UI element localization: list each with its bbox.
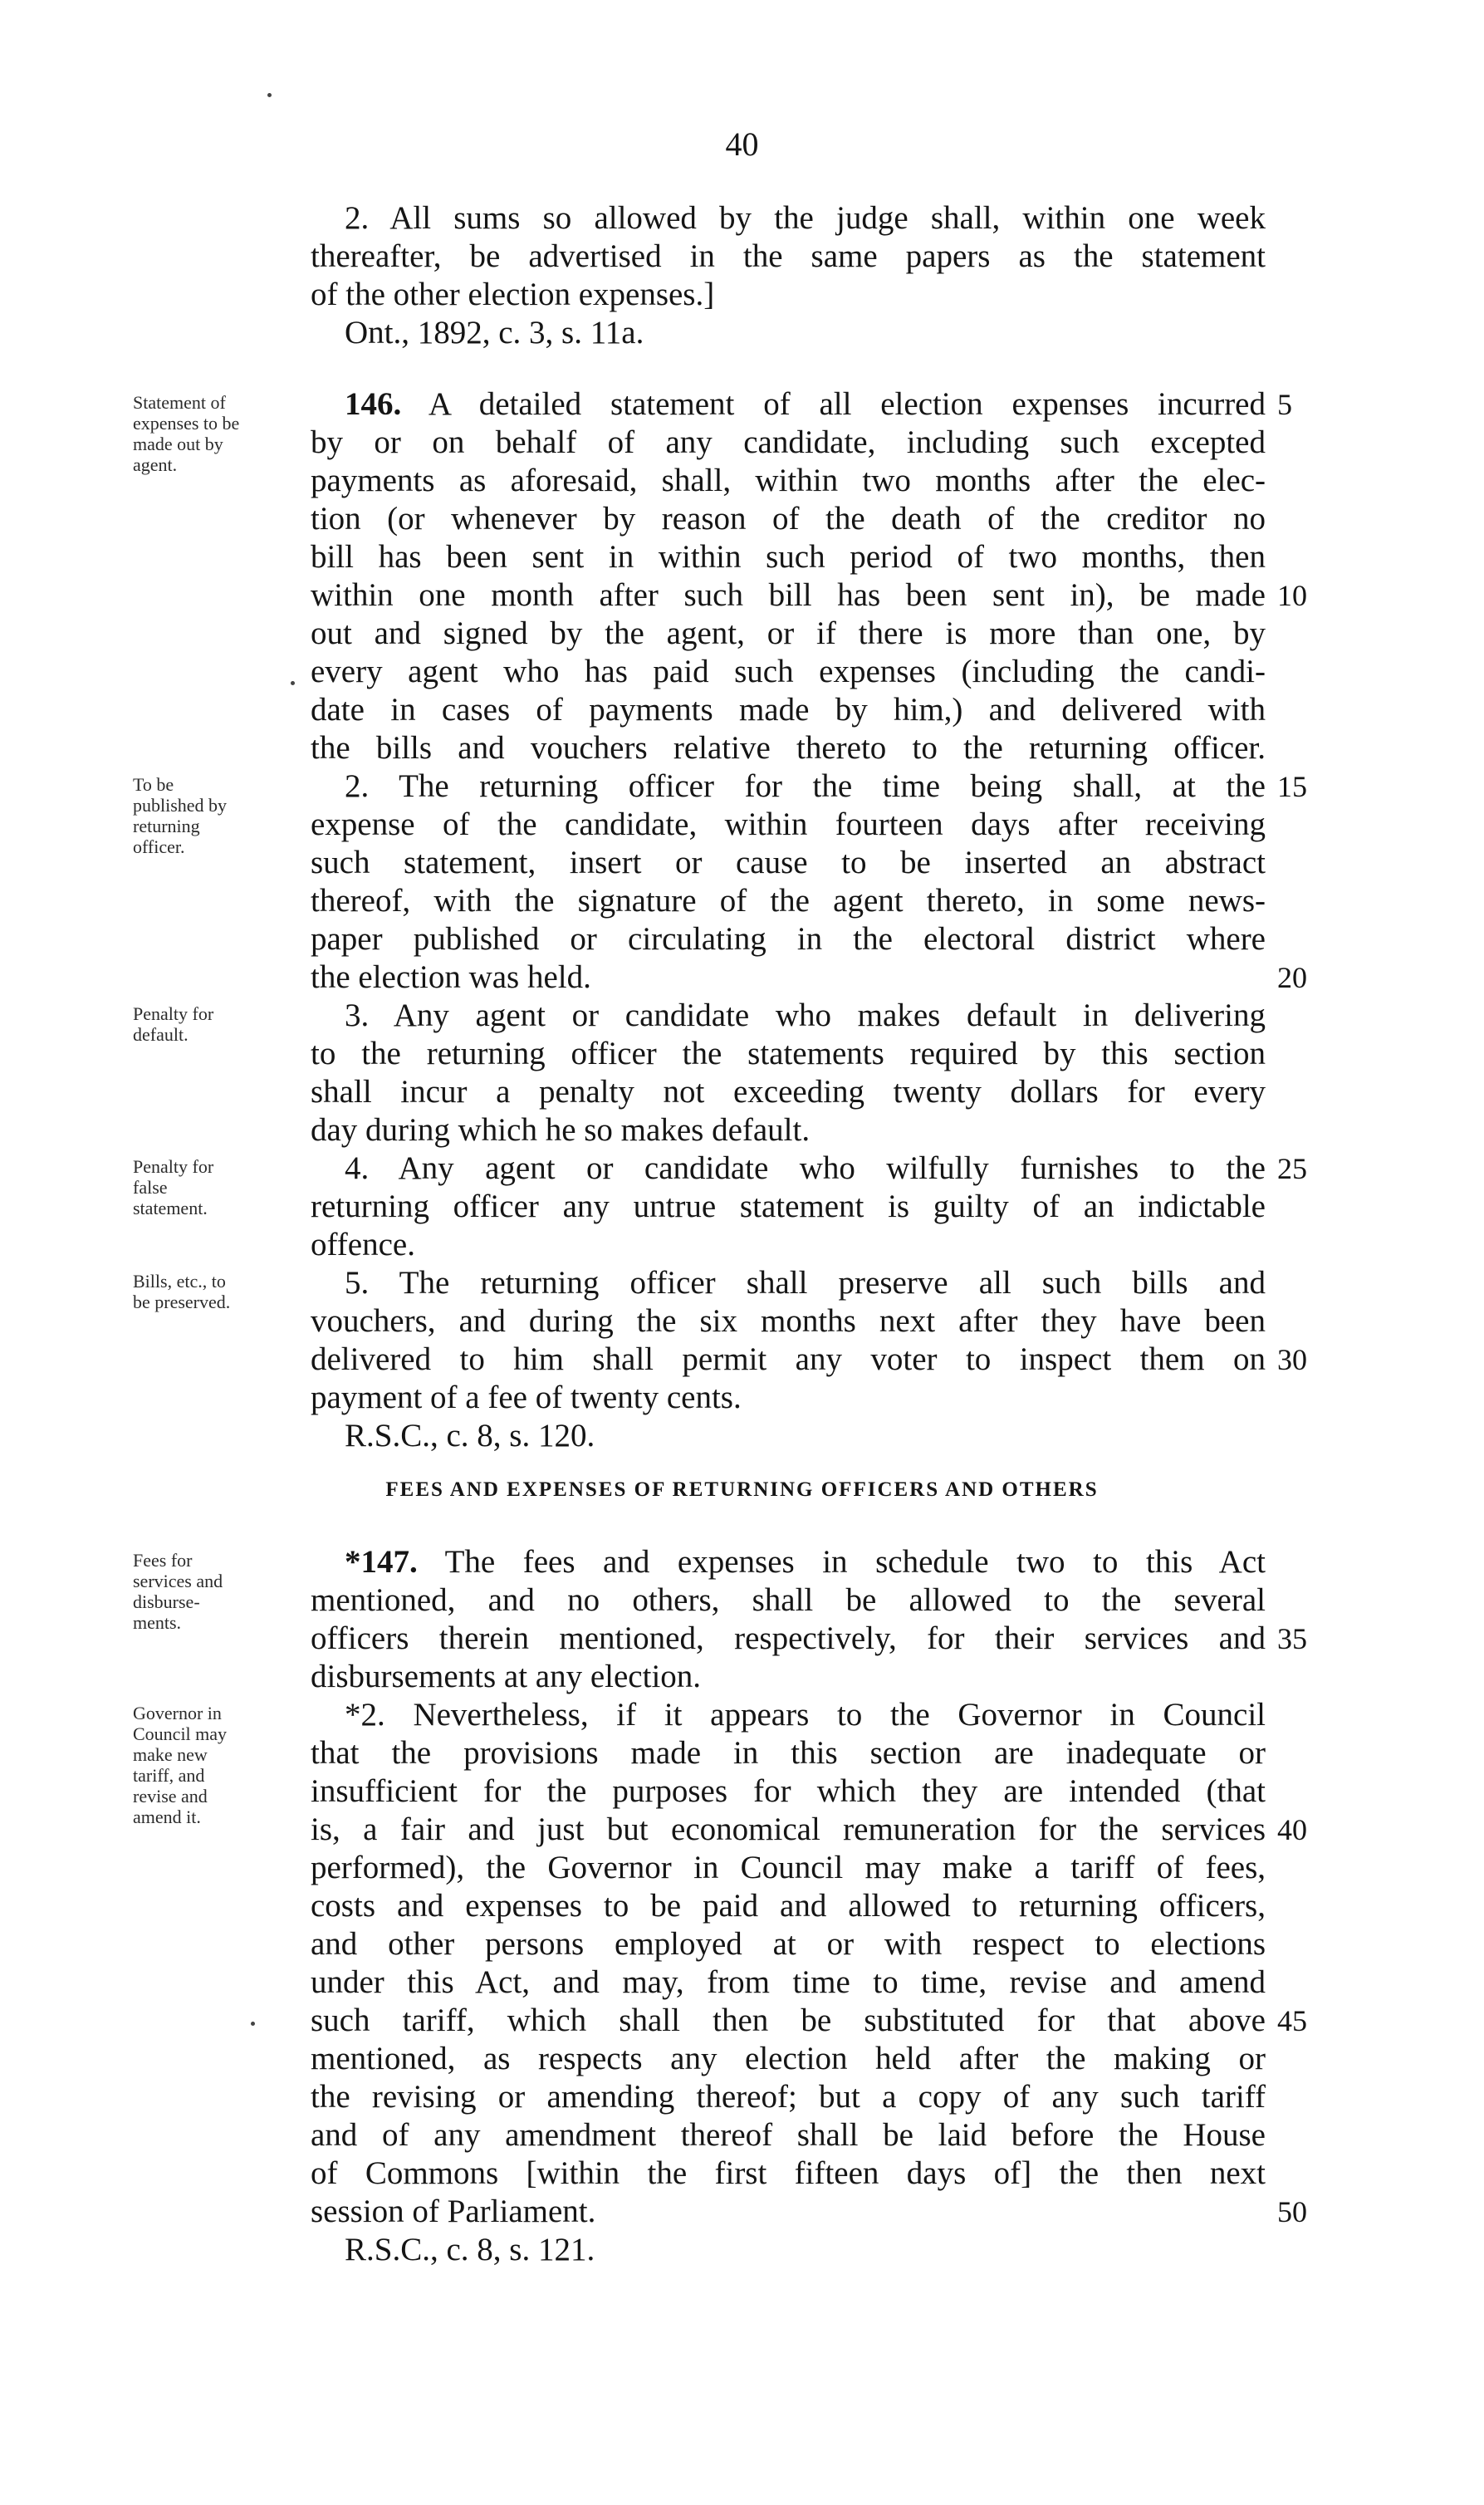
margin-note-line: statement.: [133, 1198, 208, 1218]
line-number: 10: [1277, 579, 1307, 612]
margin-note-line: returning: [133, 816, 200, 836]
section-number: *147.: [345, 1544, 418, 1580]
line-number: 30: [1277, 1343, 1307, 1376]
body-text-line: the revising or amending thereof; but a copy of any such tariff: [311, 2079, 1266, 2115]
body-text-line: mentioned, as respects any election held after the making or: [311, 2041, 1266, 2076]
body-text-line: within one month after such bill has been sent in), be made: [311, 577, 1266, 613]
body-text-line: 2. The returning officer for the time being shall, at the: [345, 768, 1266, 804]
margin-note-line: tariff, and: [133, 1765, 205, 1786]
line-number: 50: [1277, 2195, 1307, 2228]
margin-note-line: made out by: [133, 434, 223, 454]
margin-note: [133, 1703, 291, 1827]
line-number: 45: [1277, 2004, 1307, 2037]
citation: R.S.C., c. 8, s. 121.: [345, 2232, 595, 2267]
margin-note-line: Statement of: [133, 392, 226, 413]
body-text-line: payment of a fee of twenty cents.: [311, 1380, 742, 1415]
body-text-line: and of any amendment thereof shall be laid before the House: [311, 2117, 1266, 2153]
body-text-line: that the provisions made in this section are inadequate or: [311, 1735, 1266, 1771]
margin-note-line: be preserved.: [133, 1292, 231, 1312]
margin-note-line: published by: [133, 795, 228, 816]
body-text-line: shall incur a penalty not exceeding twenty dollars for every: [311, 1074, 1266, 1110]
margin-note: [133, 774, 291, 857]
page-number: 40: [725, 125, 759, 163]
margin-note-line: agent.: [133, 454, 178, 475]
margin-note-line: revise and: [133, 1786, 208, 1806]
section-147-first-line: [345, 1543, 1266, 1581]
body-text-line: offence.: [311, 1227, 415, 1262]
body-text-line: returning officer any untrue statement is guilty of an indictable: [311, 1189, 1266, 1224]
margin-note-line: Governor in: [133, 1703, 222, 1723]
body-text-line: and other persons employed at or with respect to elections: [311, 1926, 1266, 1962]
margin-note-line: Bills, etc., to: [133, 1271, 226, 1292]
body-text-line: of the other election expenses.]: [311, 277, 715, 312]
body-text: A detailed statement of all election expenses incurred: [428, 386, 1266, 422]
section-146-first-line: [345, 385, 1266, 424]
body-text-line: disbursements at any election.: [311, 1659, 702, 1694]
body-text-line: every agent who has paid such expenses (including the candi-: [311, 654, 1266, 689]
body-text-line: bill has been sent in within such period of two months, then: [311, 539, 1266, 575]
body-text-line: payments as aforesaid, shall, within two months after the elec-: [311, 463, 1266, 498]
body-text-line: insufficient for the purposes for which they are intended (that: [311, 1773, 1266, 1809]
body-text: The fees and expenses in schedule two to this Act: [444, 1544, 1266, 1580]
scan-speck: [267, 93, 272, 97]
body-text-line: mentioned, and no others, shall be allowed to the several: [311, 1582, 1266, 1618]
body-text-line: by or on behalf of any candidate, including such excepted: [311, 424, 1266, 460]
margin-note-line: Penalty for: [133, 1003, 214, 1024]
section-heading: FEES AND EXPENSES OF RETURNING OFFICERS AND OTHERS: [385, 1478, 1099, 1501]
margin-note-line: Fees for: [133, 1550, 193, 1571]
body-text-line: performed), the Governor in Council may make a tariff of fees,: [311, 1850, 1266, 1885]
body-text-line: expense of the candidate, within fourteen days after receiving: [311, 806, 1266, 842]
body-text-line: paper published or circulating in the electoral district where: [311, 921, 1266, 957]
body-text-line: date in cases of payments made by him,) and delivered with: [311, 692, 1266, 728]
margin-note-line: false: [133, 1177, 168, 1198]
margin-note-line: Council may: [133, 1723, 228, 1744]
line-number: 35: [1277, 1622, 1307, 1655]
body-text-line: officers therein mentioned, respectively, for their services and: [311, 1620, 1266, 1656]
line-number: 25: [1277, 1152, 1307, 1185]
margin-note: [133, 1156, 291, 1218]
body-text-line: vouchers, and during the six months next after they have been: [311, 1303, 1266, 1339]
margin-note-line: Penalty for: [133, 1156, 214, 1177]
margin-note: [133, 392, 291, 475]
body-text-line: tion (or whenever by reason of the death of the creditor no: [311, 501, 1266, 537]
body-text-line: session of Parliament.: [311, 2194, 596, 2229]
body-text-line: the bills and vouchers relative thereto to the returning officer.: [311, 730, 1266, 766]
section-number: 146.: [345, 386, 402, 422]
body-text-line: 5. The returning officer shall preserve all such bills and: [345, 1265, 1266, 1301]
scan-speck: [291, 681, 295, 685]
body-text-line: to the returning officer the statements required by this section: [311, 1036, 1266, 1071]
body-text-line: is, a fair and just but economical remuneration for the services: [311, 1811, 1266, 1847]
body-text-line: the election was held.: [311, 959, 591, 995]
citation: Ont., 1892, c. 3, s. 11a.: [345, 315, 644, 351]
body-text-line: 2. All sums so allowed by the judge shall, within one week: [345, 200, 1266, 236]
line-number: 40: [1277, 1813, 1307, 1846]
body-text-line: under this Act, and may, from time to time, revise and amend: [311, 1964, 1266, 2000]
body-text-line: thereafter, be advertised in the same papers as the statement: [311, 238, 1266, 274]
margin-note: [133, 1271, 291, 1312]
margin-note-line: make new: [133, 1744, 208, 1765]
margin-note-line: disburse-: [133, 1591, 200, 1612]
margin-note-line: ments.: [133, 1612, 182, 1633]
margin-note: [133, 1003, 291, 1045]
citation: R.S.C., c. 8, s. 120.: [345, 1418, 595, 1453]
body-text-line: such tariff, which shall then be substituted for that above: [311, 2003, 1266, 2038]
body-text-line: 4. Any agent or candidate who wilfully furnishes to the: [345, 1150, 1266, 1186]
body-text-line: costs and expenses to be paid and allowed to returning officers,: [311, 1888, 1266, 1924]
margin-note: [133, 1550, 291, 1633]
margin-note-line: amend it.: [133, 1806, 201, 1827]
body-text-line: of Commons [within the first fifteen days of] the then next: [311, 2155, 1266, 2191]
body-text-line: delivered to him shall permit any voter to inspect them on: [311, 1341, 1266, 1377]
body-text-line: out and signed by the agent, or if there is more than one, by: [311, 615, 1266, 651]
line-number: 5: [1277, 388, 1292, 421]
body-text-line: 3. Any agent or candidate who makes default in delivering: [345, 998, 1266, 1033]
line-number: 20: [1277, 961, 1307, 994]
body-text-line: day during which he so makes default.: [311, 1112, 811, 1148]
scan-speck: [251, 2022, 255, 2026]
margin-note-line: services and: [133, 1571, 223, 1591]
body-text-line: thereof, with the signature of the agent thereto, in some news-: [311, 883, 1266, 919]
margin-note-line: expenses to be: [133, 413, 240, 434]
body-text-line: such statement, insert or cause to be inserted an abstract: [311, 845, 1266, 880]
margin-note-line: To be: [133, 774, 174, 795]
margin-note-line: default.: [133, 1024, 189, 1045]
line-number: 15: [1277, 770, 1307, 803]
body-text-line: *2. Nevertheless, if it appears to the Governor in Council: [345, 1697, 1266, 1733]
margin-note-line: officer.: [133, 836, 185, 857]
